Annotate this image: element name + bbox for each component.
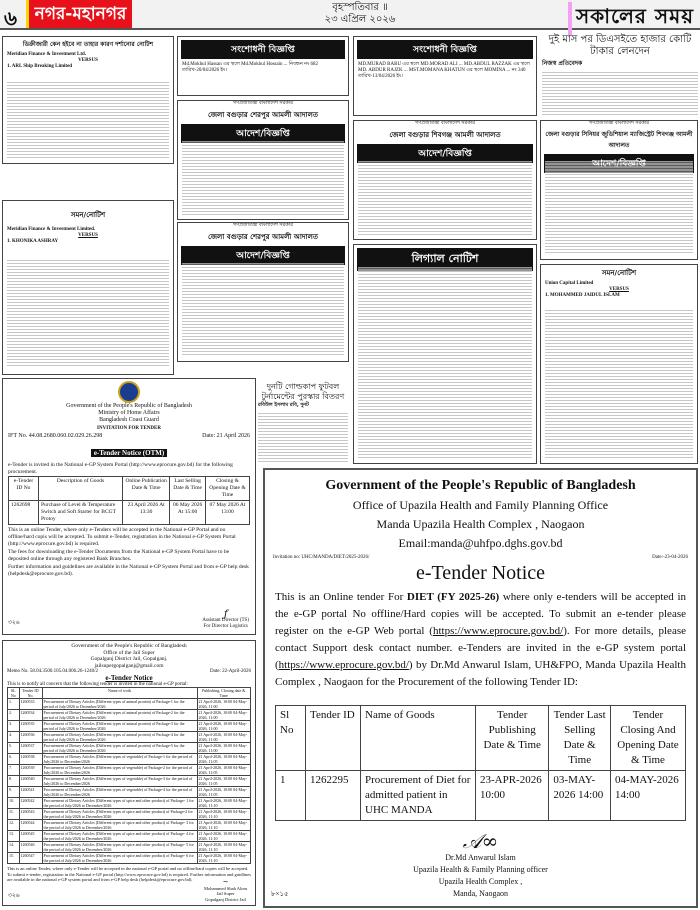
versus: VERSUS (78, 58, 98, 63)
tender-table (275, 705, 686, 821)
summons-ad (540, 264, 698, 464)
paragraph: Further information and guidelines are available in the National e-GP System Portal and from e-GP help desk (helpdesk@eprocure.gov.bd). (8, 564, 249, 577)
col-header: Tender Closing And Opening Date & Time (610, 706, 685, 771)
manda-tender (263, 468, 698, 908)
selling-date: 03-MAY-2026 14:00 (549, 771, 611, 821)
signer: Assistant Director (TS) (202, 618, 249, 623)
sl-no: 1 (276, 771, 306, 821)
ad-title: লিগ্যাল নোটিশ (357, 248, 533, 271)
ad-bar: আদেশ/বিজ্ঞপ্তি (181, 124, 345, 143)
sl-no: 4. (8, 732, 20, 743)
tender-id: 1260547 (19, 853, 42, 864)
text: This is an Online tender For (275, 591, 407, 603)
col-header: Last Selling Date & Time (170, 477, 206, 501)
sl-no: 2. (8, 710, 20, 721)
court-title: জেলা বগুড়ার সিনিয়র জুডিশিয়াল ম্যাজিস্ট্রেট শিবগঞ্জ আমলী আদালত (545, 131, 693, 149)
summons-ad (2, 200, 174, 375)
sl-no: 3. (8, 721, 20, 732)
email[interactable]: Email:manda@uhfpo.dghs.gov.bd (398, 536, 563, 550)
paragraph: This is an online Tender, where only e-Tenders will be accepted in the National e-GP Portal and no offline/hard copis will be accepted. To submit e-Tender, registration in the National e-GP System Portal (http://www.eprocure.gov.bd) is required. (8, 527, 236, 547)
signer: Dr.Md Anwarul Islam (445, 853, 516, 862)
dates: 21 April-2026, 10:00 04-May-2026, 11:10 (197, 853, 250, 864)
ad-bar: আদেশ/বিজ্ঞপ্তি (357, 144, 533, 163)
correction-notice (353, 36, 537, 116)
body-text (358, 267, 532, 459)
defendant: 1. KHONIKA ASHRAY (7, 239, 59, 244)
defendant: 1. MOHAMMED JAIDUL ISLAM (545, 293, 620, 298)
ad-code: ৩২৬ (8, 893, 20, 899)
coast-guard-emblem-icon (118, 381, 140, 403)
body-text (545, 161, 693, 255)
work-name: Procurement of Dietary Articles (Different types of vegetable) of Package-2 for the period of July/2026 to December/2026 (42, 765, 197, 776)
notice-paragraph (265, 589, 696, 691)
sl-no: 15. (8, 853, 20, 864)
table-header (9, 477, 250, 501)
correction-text: Md.Mokhul Hassan এর স্থলে Md.Mokhul Hossain ... নিবন্ধন নং 682 তারিখ-20/04/2026 ইং। (182, 62, 318, 73)
court-notice (540, 120, 698, 260)
complex: Manda Upazila Health Complex , Naogaon (376, 517, 585, 531)
invitation-number: Invitation no: UHC/MANDA/DIET/2025-2026/ (273, 555, 370, 560)
publication-date: 23 April 2026 At 13:30 (123, 501, 170, 525)
signer-org: Upazila Health Complex , (438, 877, 523, 886)
memo-number: Memo No. 58.04.3500.105.04.006.26-1240/2 (7, 669, 98, 674)
newspaper-logo: সকালের সময় (568, 2, 694, 35)
sl-no: 5. (8, 743, 20, 754)
notice-title: e-Tender Notice (105, 674, 153, 682)
work-name: Procurement of Dietary Articles (Different types of spice and other product) of Package- 1 for the period of July/2026 to December/2026 (42, 798, 197, 809)
district: Gopalganj District Jail, Gopalganj. (90, 656, 168, 662)
tender-id: 1260539 (19, 765, 42, 776)
notice-date: Date:-23-04-2026 (652, 555, 688, 560)
work-name: Procurement of Dietary Articles (Different types of spice and other product) of Package- 5 for the period of July/2026 to December/2026 (42, 842, 197, 853)
sl-no: 7. (8, 765, 20, 776)
sl-no: 9. (8, 787, 20, 798)
news-article (258, 382, 348, 462)
page-number: ৬ (4, 6, 18, 30)
table-row (8, 721, 251, 732)
correction-notice (177, 36, 349, 96)
table-row (8, 743, 251, 754)
work-name: Procurement of Dietary Articles (Different types of animal protein) of Package-1 for the period of July/2026 to December/2026 (42, 699, 197, 710)
legal-notice-ad (353, 244, 537, 464)
body-text (182, 263, 344, 357)
col-header: SL No (8, 688, 20, 699)
dates: 21 April-2026, 10:00 04-May-2026, 11:10 (197, 842, 250, 853)
table-row (8, 732, 251, 743)
work-name: Procurement of Dietary Articles (Different types of animal protein) of Package-4 for the period of July/2026 to December/2026 (42, 732, 197, 743)
dates: 21 April-2026, 10:00 04-May-2026, 11:05 (197, 787, 250, 798)
ad-code: ৩২৬ (8, 620, 20, 626)
signature-icon: ~ (222, 878, 229, 886)
org: গণপ্রজাতন্ত্রী বাংলাদেশ সরকার (414, 121, 476, 126)
gov-name: Government of the People's Republic of Bangladesh (71, 643, 187, 649)
table-row (8, 831, 251, 842)
eprocure-link[interactable]: https://www.eprocure.gov.bd/ (278, 659, 409, 671)
ad-title: ডিক্রীজারী কেন হইবে না তাহার কারণ দর্শানোর নোটিশ (22, 41, 154, 48)
diet-fy: DIET (FY 2025-26) (406, 591, 500, 603)
paragraph: The fees for downloading the e-Tender Documents from the National e-GP System Portal have to be deposited online through any registered Bank Branches. (8, 549, 230, 562)
dates: 21 April-2026, 10:00 04-May-2026, 11:00 (197, 743, 250, 754)
notice-title: e-Tender Notice (OTM) (91, 449, 167, 457)
body-text (545, 309, 693, 459)
sl-no: 14. (8, 842, 20, 853)
table-row (8, 820, 251, 831)
body-text (358, 161, 532, 235)
gov-name: Government of the People's Republic of Bangladesh (66, 403, 192, 409)
body-text (182, 141, 344, 215)
org: গণপ্রজাতন্ত্রী বাংলাদেশ সরকার (232, 101, 294, 106)
date: ২৩ এপ্রিল ২০২৬ (324, 14, 396, 25)
section-title: নগর-মহানগর (26, 0, 132, 28)
court-notice (177, 100, 349, 220)
table-header (8, 688, 251, 699)
sl-no: 8. (8, 776, 20, 787)
tender-id: 1260542 (19, 798, 42, 809)
signature-icon: ƒ (223, 609, 228, 620)
tender-id: 1260545 (19, 831, 42, 842)
dates: 21 April-2026, 10:00 04-May-2026, 11:10 (197, 798, 250, 809)
org: গণপ্রজাতন্ত্রী বাংলাদেশ সরকার (232, 223, 294, 228)
sl-no: 1. (8, 699, 20, 710)
publishing-date: 23-APR-2026 10:00 (476, 771, 549, 821)
dates: 21 April-2026, 10:00 04-May-2026, 11:05 (197, 765, 250, 776)
ift-number: IFT No. 44.08.2680.060.02.029.26.298 (8, 433, 103, 439)
office: Office of Upazila Health and Family Planning Office (352, 498, 609, 512)
ad-title: সমন/নোটিশ (601, 269, 637, 277)
tender-table (7, 687, 251, 864)
col-header: Description of Goods (38, 477, 122, 501)
court-title: জেলা বগুড়ার শিবগঞ্জ আমলী আদালত (389, 131, 501, 139)
signer: Mohammed Shah Alom (204, 885, 247, 891)
tender-id: 1260537 (19, 743, 42, 754)
work-name: Procurement of Dietary Articles (Different types of spice and other product) of Package-2 for the period of July/2026 to December/2026 (42, 809, 197, 820)
court-title: জেলা বগুড়ার শেরপুর আমলী আদালত (207, 233, 319, 241)
col-header: Closing & Opening Date & Time (205, 477, 249, 501)
legal-notice-ad (2, 36, 174, 164)
signer-title: For Director Logistics (203, 624, 248, 629)
plaintiff: Meridian Finance & Investment Limited. (7, 227, 96, 232)
col-header: Online Publication Date & Time (123, 477, 170, 501)
sl-no: 11. (8, 809, 20, 820)
ad-title: সংশোধনী বিজ্ঞপ্তি (181, 40, 345, 59)
work-name: Procurement of Dietary Articles (Different types of spice and other product) of Package- 6 for the period of July/2026 to December/2026 (42, 853, 197, 864)
work-name: Procurement of Dietary Articles (Different types of animal protein) of Package-5 for the period of July/2026 to December/2026 (42, 743, 197, 754)
dates: 21 April-2026, 10:00 04-May-2026, 11:05 (197, 754, 250, 765)
tender-id: 1260535 (19, 721, 42, 732)
col-header: Publishing, Closing date & Time (197, 688, 250, 699)
work-name: Procurement of Dietary Articles (Different types of spice and other product) of Package- 4 for the period of July/2026 to December/2026 (42, 831, 197, 842)
tender-id: 1260544 (19, 820, 42, 831)
ad-title: সমন/নোটিশ (70, 211, 106, 219)
signer-title: Jail Super (216, 891, 235, 896)
table-row (8, 853, 251, 864)
col-header: Sl No (276, 706, 306, 771)
dates: 21 April-2026, 10:00 04-May-2026, 11:00 (197, 732, 250, 743)
text: ). For more details, please contact Support desk contact number. e-Tenders are invited in the e-GP system portal ( (275, 625, 686, 671)
work-name: Procurement of Dietary Articles (Different types of vegetable) of Package-4 for the period of July/2026 to December/2026 (42, 787, 197, 798)
col-header: e-Tender ID No (9, 477, 39, 501)
intro: This is to notify all concern that the following tender is invited in the national e-GP portal: (7, 682, 188, 687)
coast-guard-tender (2, 378, 256, 635)
tender-id: 1260540 (19, 776, 42, 787)
sl-no: 10. (8, 798, 20, 809)
tender-id: 1262698 (9, 501, 39, 525)
sl-no: 13. (8, 831, 20, 842)
footer-text: This is an online Tender, where only e-Tender will be accepted in the national e-GP portal and no offline/hard copies will be accepted. To submit e-tender, registration in the National e-GP portal (http://www.eprocure.gov.bd) is required. Further information and guidlines are available in the national e-GP system portal and from e-GP help desk (helpdesk@eprocure.gov.bd). (7, 866, 251, 882)
eprocure-link[interactable]: https://www.eprocure.gov.bd/ (432, 625, 564, 637)
signer-title: Upazila Health & Family Planning officer (413, 865, 548, 874)
goods-name: Procurement of Diet for admitted patient in UHC MANDA (361, 771, 476, 821)
byline: রবিউল ইসলাম রবি, দুনট (258, 402, 309, 408)
office: Office of the Jail Super (103, 649, 155, 656)
court-title: জেলা বগুড়ার শেরপুর আমলী আদালত (207, 111, 319, 119)
text: where only e-tenders will be accepted in the e-GP portal No offline/Hard copies will be accepted. To submit an e-tender please register on the e-GP Web portal ( (275, 591, 687, 637)
work-name: Procurement of Dietary Articles (Different types of animal protein) of Package-3 for the period of July/2026 to December/2026 (42, 721, 197, 732)
work-name: Procurement of Dietary Articles (Different types of vegetable) of Package-1 for the period of July/2026 to December/2026 (42, 754, 197, 765)
tender-id: 1260534 (19, 710, 42, 721)
table-row (8, 754, 251, 765)
tender-id: 1260543 (19, 809, 42, 820)
col-header: Name of Goods (361, 706, 476, 771)
sl-no: 6. (8, 754, 20, 765)
table-row (9, 501, 250, 525)
dates: 21 April-2026, 10:00 04-May-2026, 11:05 (197, 776, 250, 787)
col-header: Tender ID (306, 706, 361, 771)
ad-bar: আদেশ/বিজ্ঞপ্তি (181, 246, 345, 265)
article-body (258, 412, 348, 462)
versus: VERSUS (78, 233, 98, 238)
signer-org: Gopalganj District Jail (205, 896, 246, 902)
table-row (8, 765, 251, 776)
byline: নিজস্ব প্রতিবেদক (542, 60, 583, 67)
dates: 21 April-2026, 10:00 04-May-2026, 11:00 (197, 699, 250, 710)
dates: 21 April-2026, 10:00 04-May-2026, 11:00 (197, 721, 250, 732)
correction-text: MD.MURAD BABU এর স্থলে MD.MORAD ALI ... MD.ABDUL RAZZAK এর স্থলে MD. ABDUR RAJZK ... MST.MOMANA KHATUN এর স্থলে MOMINA ... নং 340 তারিখ-13/04/2026 ইং। (358, 62, 530, 79)
sl-no: 12. (8, 820, 20, 831)
selling-date: 06 May 2026 At 15:00 (170, 501, 206, 525)
masthead (0, 0, 700, 30)
table-row (8, 798, 251, 809)
dates: 21 April-2026, 10:00 04-May-2026, 11:10 (197, 809, 250, 820)
ministry: Ministry of Home Affairs (98, 410, 160, 416)
table-row (8, 787, 251, 798)
notice-date: Date: 21 April 2026 (202, 433, 250, 439)
ad-title: সংশোধনী বিজ্ঞপ্তি (357, 40, 533, 59)
heading: INVITATION FOR TENDER (97, 426, 161, 431)
col-header: Tender Publishing Date & Time (476, 706, 549, 771)
day: বৃহস্পতিবার ॥ (332, 2, 388, 13)
plaintiff: Union Capital Limited (545, 281, 594, 286)
body-text (7, 259, 169, 368)
closing-date: 07 May 2026 At 13:00 (205, 501, 249, 525)
tender-id: 1260546 (19, 842, 42, 853)
ad-code: ৮×১৫ (271, 890, 289, 898)
col-header: Tender ID No. (19, 688, 42, 699)
text: ) by Dr.Md Anwarul Islam, UH&FPO, Manda Upazila Health Complex , Naogaon for the Procurement of the following Tender ID: (275, 659, 686, 688)
headline[interactable]: দুই মাস পর ডিএসইতে হাজার কোটি টাকার লেনদেন (548, 34, 692, 57)
signature-icon: 𝒜∞ (462, 829, 499, 853)
dates: 21 April-2026, 10:00 04-May-2026, 11:10 (197, 820, 250, 831)
dates: 21 April-2026, 10:00 04-May-2026, 11:10 (197, 831, 250, 842)
table-row (8, 776, 251, 787)
tender-id: 1260533 (19, 699, 42, 710)
table-row (8, 842, 251, 853)
court-notice (177, 222, 349, 362)
dates: 21 April-2026, 10:00 04-May-2026, 11:00 (197, 710, 250, 721)
closing-date: 04-MAY-2026 14:00 (610, 771, 685, 821)
table-row (8, 699, 251, 710)
work-name: Procurement of Dietary Articles (Different types of animal protein) of Package-2 for the period of July/2026 to December/2026 (42, 710, 197, 721)
col-header: Name of work (42, 688, 197, 699)
tender-id: 1260541 (19, 787, 42, 798)
signer-place: Manda, Naogaon (452, 889, 509, 898)
org: গণপ্রজাতন্ত্রী বাংলাদেশ সরকার (588, 121, 650, 126)
plaintiff: Meridian Finance & Investment Ltd. (7, 52, 87, 57)
description: Purchase of Level & Temperature Switch and Soft Starter for BCGT Protoy (38, 501, 122, 525)
article-body (542, 71, 698, 115)
work-name: Procurement of Dietary Articles (Different types of spice and other product) of Package- 3 for the period of July/2026 to December/2026 (42, 820, 197, 831)
court-notice (353, 120, 537, 240)
defendant: 1. ARL Ship Breaking Limited (7, 64, 73, 69)
issue-date (290, 2, 430, 26)
tender-table (8, 476, 250, 525)
col-header: Tender Last Selling Date & Time (549, 706, 611, 771)
notice-title: e-Tender Notice (415, 562, 546, 584)
table-header (276, 706, 686, 771)
work-name: Procurement of Dietary Articles (Different types of vegetable) of Package-3 for the period of July/2026 to December/2026 (42, 776, 197, 787)
email[interactable]: jailsupergopalganj@gmail.com (94, 662, 164, 669)
body-text (7, 81, 169, 159)
table-row (8, 710, 251, 721)
versus: VERSUS (609, 287, 629, 292)
tender-id: 1260538 (19, 754, 42, 765)
jail-tender (2, 640, 256, 906)
table-row (8, 809, 251, 820)
table-row (276, 771, 686, 821)
headline[interactable]: দুনটি গোল্ডকাপ ফুটবল টুর্নামেন্টের পুরস্কার বিতরণ (261, 382, 345, 401)
intro: e-Tender is invited in the National e-GP System Portal (http://www.eprocure.gov.bd) for the following procurement. (8, 462, 233, 475)
notice-date: Date: 22-April-2026 (210, 669, 251, 674)
news-article (542, 34, 698, 115)
org: Bangladesh Coast Guard (99, 417, 159, 423)
gov-name: Government of the People's Republic of Bangladesh (325, 478, 636, 493)
tender-id: 1262295 (306, 771, 361, 821)
tender-id: 1260536 (19, 732, 42, 743)
